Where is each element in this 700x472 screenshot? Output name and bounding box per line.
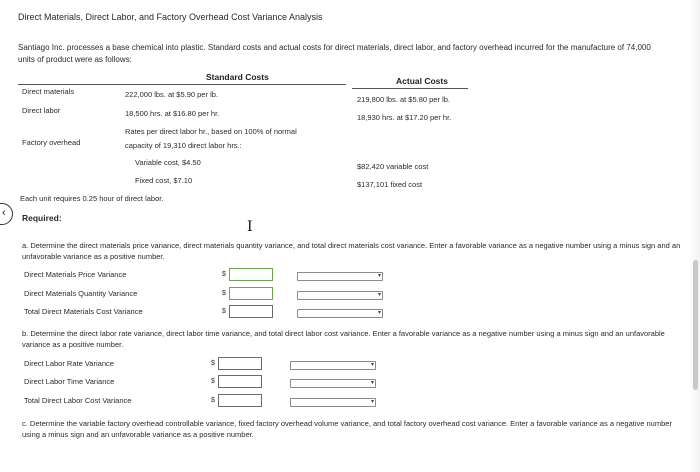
direct-labor-time-variance-input[interactable] [218, 375, 262, 388]
answer-label: Total Direct Labor Cost Variance [24, 396, 132, 405]
currency-symbol: $ [211, 378, 215, 385]
answer-label: Direct Labor Rate Variance [24, 359, 114, 368]
row-overhead-rates-1: Rates per direct labor hr., based on 100% of normal [125, 127, 297, 136]
row-labor-standard: 18,500 hrs. at $16.80 per hr. [125, 109, 220, 118]
row-labor-label: Direct labor [22, 106, 61, 115]
row-overhead-label: Factory overhead [22, 138, 81, 147]
row-fixed-actual: $137,101 fixed cost [357, 180, 423, 189]
answer-label: Direct Materials Price Variance [24, 270, 127, 279]
answer-label: Direct Materials Quantity Variance [24, 289, 138, 298]
direct-materials-quantity-variance-select[interactable] [297, 291, 383, 300]
chevron-down-icon: ▾ [370, 399, 374, 405]
row-fixed-standard: Fixed cost, $7.10 [135, 176, 193, 185]
currency-symbol: $ [211, 360, 215, 367]
scrollbar[interactable] [693, 260, 698, 390]
chevron-down-icon: ▾ [377, 310, 381, 316]
total-direct-labor-cost-variance-input[interactable] [218, 394, 262, 407]
row-overhead-rates-2: capacity of 19,310 direct labor hrs.: [125, 141, 242, 150]
row-variable-standard: Variable cost, $4.50 [135, 158, 201, 167]
part-c-instructions: c. Determine the variable factory overhead controllable variance, fixed factory overhead volume variance, and total factory overhead cost variance. Enter a favorable variance as a negative number using a minus sign and an unfavorable variance as a positive number. [22, 419, 672, 439]
text-cursor-icon: I [247, 219, 253, 235]
row-labor-actual: 18,930 hrs. at $17.20 per hr. [357, 113, 452, 122]
part-a-instructions: a. Determine the direct materials price variance, direct materials quantity variance, and total direct materials cost variance. Enter a favorable variance as a negative number using a minus sign and an unfavorable variance as a positive number. [22, 241, 681, 261]
chevron-down-icon: ▾ [377, 273, 381, 279]
row-materials-label: Direct materials [22, 87, 75, 96]
page-edge-shadow [688, 0, 700, 472]
chevron-down-icon: ▾ [370, 380, 374, 386]
chevron-left-icon: ‹ [2, 207, 6, 219]
row-materials-actual: 219,800 lbs. at $5.80 per lb. [357, 95, 450, 104]
row-variable-actual: $82,420 variable cost [357, 162, 429, 171]
actual-costs-header: Actual Costs [396, 76, 448, 86]
currency-symbol: $ [211, 397, 215, 404]
problem-intro: Santiago Inc. processes a base chemical into plastic. Standard costs and actual costs for direct materials, direct labor, and factory overhead incurred for the manufacture of 74,000 units of product were as follows: [18, 43, 651, 64]
row-materials-standard: 222,000 lbs. at $5.90 per lb. [125, 90, 218, 99]
total-direct-materials-cost-variance-select[interactable] [297, 309, 383, 318]
chevron-down-icon: ▾ [370, 362, 374, 368]
currency-symbol: $ [222, 271, 226, 278]
direct-labor-time-variance-select[interactable] [290, 379, 376, 388]
currency-symbol: $ [222, 290, 226, 297]
collapse-button[interactable] [0, 203, 13, 225]
standard-costs-header: Standard Costs [206, 72, 269, 82]
direct-labor-rate-variance-input[interactable] [218, 357, 262, 370]
currency-symbol: $ [222, 308, 226, 315]
table-header-rule-right [352, 88, 468, 89]
answer-label: Total Direct Materials Cost Variance [24, 307, 143, 316]
direct-labor-rate-variance-select[interactable] [290, 361, 376, 370]
table-header-rule [18, 84, 346, 85]
answer-label: Direct Labor Time Variance [24, 377, 115, 386]
direct-materials-quantity-variance-input[interactable] [229, 287, 273, 300]
total-direct-labor-cost-variance-select[interactable] [290, 398, 376, 407]
total-direct-materials-cost-variance-input[interactable] [229, 305, 273, 318]
direct-materials-price-variance-input[interactable] [229, 268, 273, 281]
problem-title: Direct Materials, Direct Labor, and Factory Overhead Cost Variance Analysis [18, 12, 323, 22]
required-heading: Required: [22, 213, 62, 223]
direct-materials-price-variance-select[interactable] [297, 272, 383, 281]
chevron-down-icon: ▾ [377, 292, 381, 298]
part-b-instructions: b. Determine the direct labor rate variance, direct labor time variance, and total direct labor cost variance. Enter a favorable variance as a negative number using a minus sign and an unfavorable variance as a positive number. [22, 329, 665, 349]
table-note: Each unit requires 0.25 hour of direct labor. [20, 194, 164, 203]
